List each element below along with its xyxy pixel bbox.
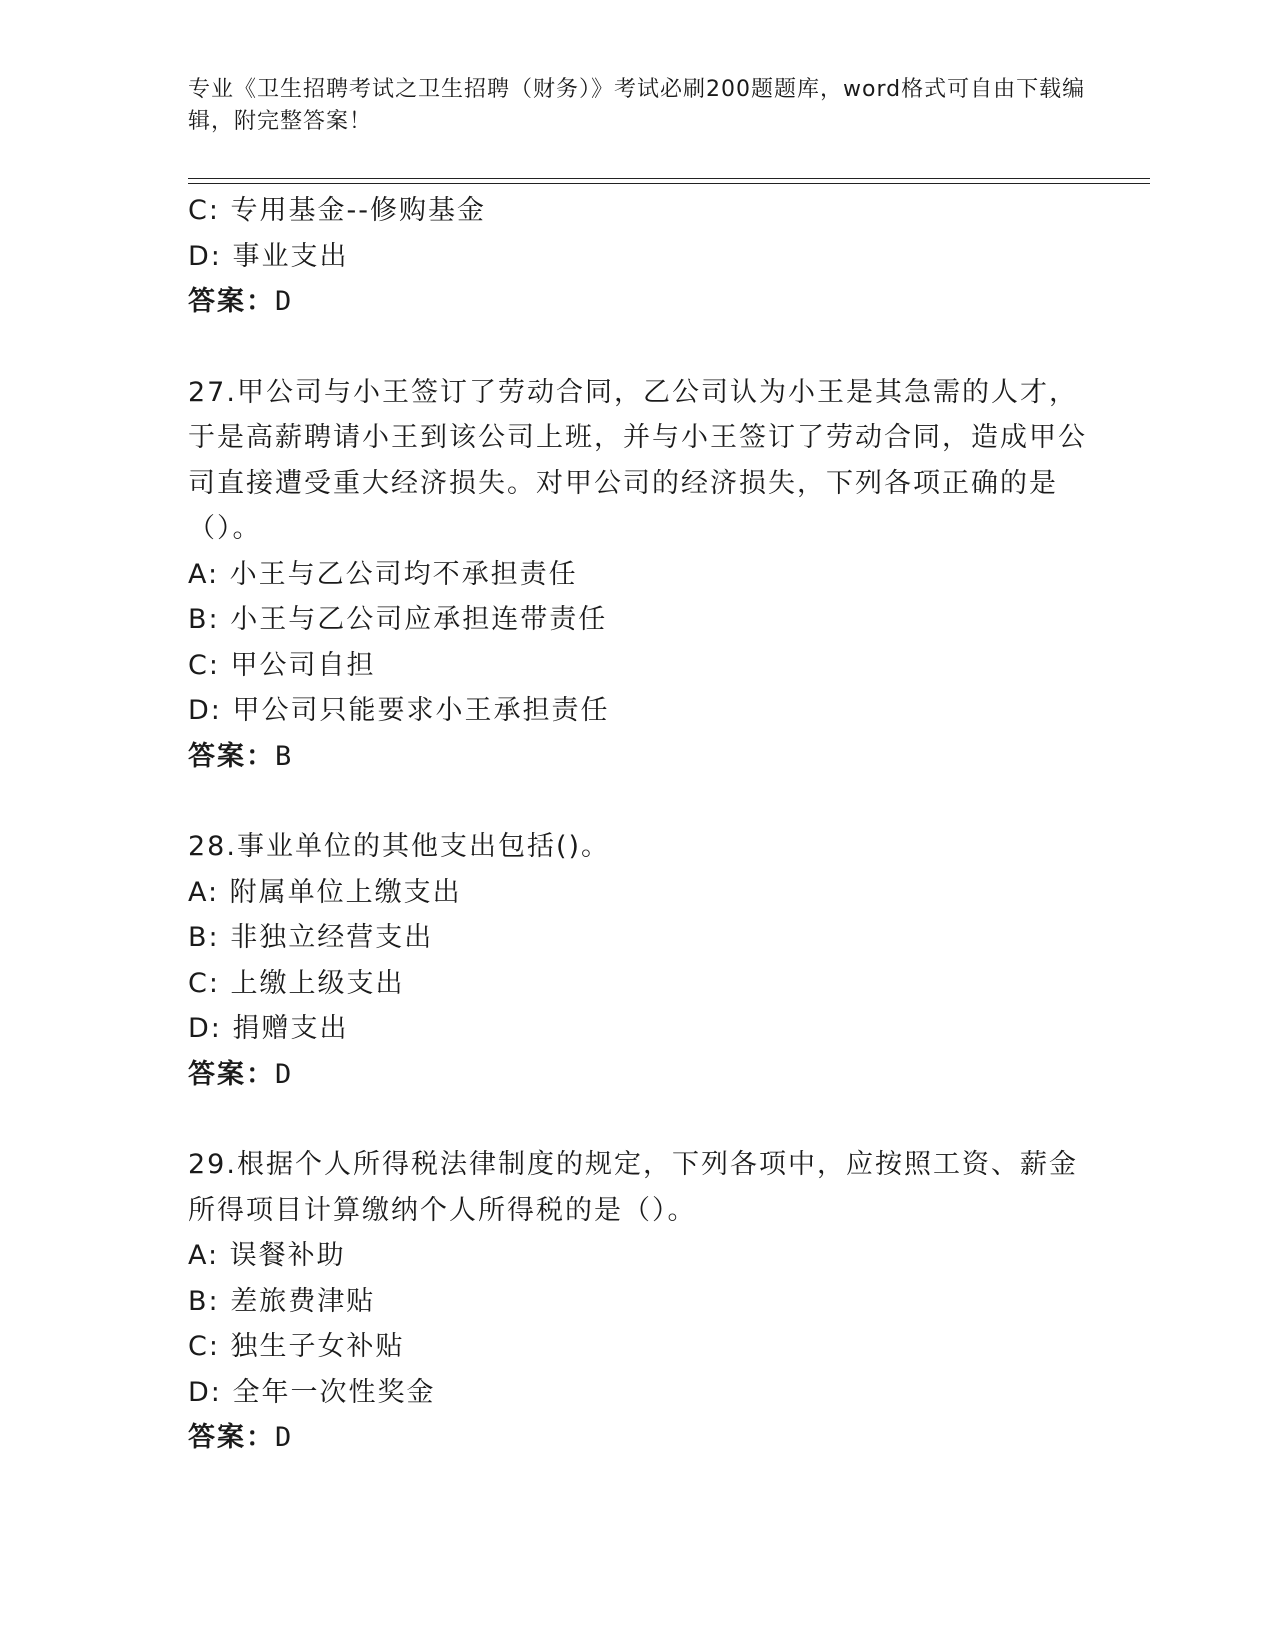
answer-line bbox=[188, 279, 1088, 325]
option-b: B: 小王与乙公司应承担连带责任 bbox=[188, 604, 608, 635]
option-d: D: 甲公司只能要求小王承担责任 bbox=[188, 695, 610, 726]
option-d: D: 捐赠支出 bbox=[188, 1013, 349, 1044]
option-d: D: 事业支出 bbox=[188, 240, 349, 272]
option-a: A: 误餐补助 bbox=[188, 1240, 346, 1271]
document-body bbox=[188, 188, 1088, 1461]
question-28 bbox=[188, 824, 1088, 1097]
question-stem: 28.事业单位的其他支出包括()。 bbox=[188, 831, 611, 862]
answer-key: D bbox=[275, 1422, 294, 1453]
option-a: A: 小王与乙公司均不承担责任 bbox=[188, 558, 578, 590]
answer-line bbox=[188, 734, 1088, 780]
answer-key: D bbox=[275, 286, 294, 317]
answer-label: 答案： bbox=[188, 286, 275, 317]
answer-key: B bbox=[275, 740, 294, 772]
answer-label: 答案： bbox=[188, 740, 275, 772]
option-b: B: 差旅费津贴 bbox=[188, 1285, 376, 1317]
continued-question bbox=[188, 188, 1088, 325]
header-divider-bottom bbox=[188, 183, 1150, 184]
answer-label: 答案： bbox=[188, 1058, 275, 1090]
option-b: B: 非独立经营支出 bbox=[188, 922, 434, 953]
answer-key: D bbox=[275, 1058, 294, 1090]
header-divider-top bbox=[188, 178, 1150, 179]
option-c: C: 专用基金--修购基金 bbox=[188, 195, 487, 226]
option-c: C: 独生子女补贴 bbox=[188, 1331, 405, 1362]
question-stem: 29.根据个人所得税法律制度的规定，下列各项中，应按照工资、薪金所得项目计算缴纳个人所得税的是（）。 bbox=[188, 1149, 1078, 1226]
option-a: A: 附属单位上缴支出 bbox=[188, 876, 462, 908]
question-stem: 27.甲公司与小王签订了劳动合同，乙公司认为小王是其急需的人才，于是高薪聘请小王到该公司上班，并与小王签订了劳动合同，造成甲公司直接遭受重大经济损失。对甲公司的经济损失，下列各项正确的是（）。 bbox=[188, 376, 1087, 544]
question-29 bbox=[188, 1142, 1088, 1461]
answer-label: 答案： bbox=[188, 1422, 275, 1453]
answer-line bbox=[188, 1415, 1088, 1461]
option-d: D: 全年一次性奖金 bbox=[188, 1376, 436, 1408]
question-27 bbox=[188, 370, 1088, 780]
answer-line bbox=[188, 1052, 1088, 1098]
document-header: 专业《卫生招聘考试之卫生招聘（财务）》考试必刷200题题库，word格式可自由下载编辑，附完整答案！ bbox=[188, 77, 1086, 134]
option-c: C: 甲公司自担 bbox=[188, 649, 376, 681]
option-c: C: 上缴上级支出 bbox=[188, 967, 405, 999]
